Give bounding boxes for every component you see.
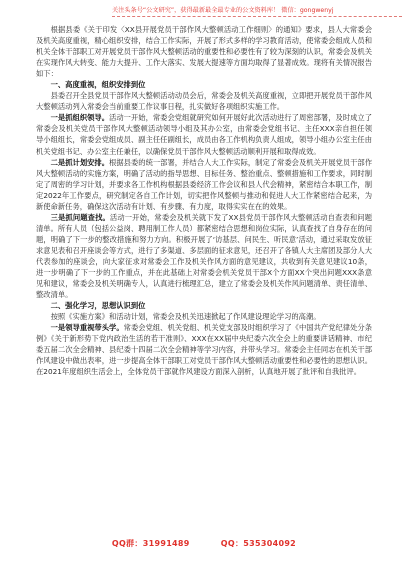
- paragraph: [36, 157, 372, 212]
- intro-paragraph: [36, 24, 372, 79]
- paragraph-text: 根据县委的统一部署，并结合人大工作实际，制定了常委会及机关开展党员干部作风大整顿活动的实施方案，明确了活动的指导思想、目标任务、整治重点、整顿措施和工作要求，同时制定了周密的学习计划，并要求各工作机构根据县委经济工作会议和县人代会精神，紧密结合本职工作，制定2022年工作要点，研究制定各自工作计划，切实把作风整顿与推动和促进人大工作紧密结合起来，为新使命新任务，确保这次活动有计划、有步骤、有力度，取得实实在在的效果。: [36, 157, 373, 211]
- paragraph: [36, 112, 372, 156]
- paragraph-lead: 三是抓问题查找。: [50, 212, 110, 222]
- section-heading-2: 二、强化学习，思想认识到位: [50, 301, 146, 311]
- paragraph-text: 活动一开始，常委会党组就研究如何开展好此次活动进行了周密部署，及时成立了常委会及机关党员干部作风大整顿活动领导小组及其办公室，由常委会党组书记、主任XXX亲自担任领导小组组长，常委会党组成员、副主任任副组长，成员由各工作机构负责人组成，领导小组办公室主任由机关党组书记、办公室主任兼任，以确保党员干部作风大整顿活动顺利开展和取得成效。: [36, 113, 373, 156]
- paragraph: [36, 311, 372, 322]
- paragraph-lead: 一是领导重视带头学。: [50, 323, 124, 333]
- paragraph-lead: 一是抓组织领导。: [50, 113, 110, 123]
- paragraph-text: 按照《实施方案》和活动计划，常委会及机关迅速掀起了作风建设理论学习的高潮。: [50, 312, 321, 322]
- document-body: [36, 24, 372, 378]
- paragraph-text: 活动一开始，常委会及机关就下发了XX县党员干部作风大整顿活动自查表和问题清单。所有人员（包括公益岗、聘用制工作人员）都紧密结合思想和岗位实际，认真查找了自身存在的问题，明确了下一步的整改措施和努力方向。积极开展了‘访基层、问民生、听民意’活动，通过采取发放征求意见表和召开座谈会等方式，进行了多渠道、多层面的征求意见，还召开了各镇人大主席团及部分人大代表参加的座谈会，向大家征求对常委会工作及机关作风方面的意见建议，共收到有关意见建议10条，进一步明确了下一步的工作重点，并在此基础上对常委会机关党员干部X个方面XX个突出问题XXX条意见和建议，常委会及机关明确专人，认真进行梳理汇总，建立了常委会及机关作风问题清单、责任清单、整改清单。: [36, 212, 373, 300]
- paragraph-text: 县委召开全县党员干部作风大整顿活动动员会后，常委会及机关高度重视，立即把开展党员干部作风大整顿活动列入常委会当前重要工作议事日程，扎实做好各项组织实施工作。: [36, 91, 372, 112]
- footer-contact: [0, 538, 408, 549]
- header-banner: 关注头条号“公文研究”，获得最新最全最专业的公文资料库！ 微信：gongwenyj: [112, 6, 402, 17]
- section-heading-1: 一、高度重视，组织安排到位: [50, 80, 146, 90]
- qq-group-label: QQ群：31991489: [111, 539, 190, 548]
- paragraph-text: 常委会党组、机关党组、机关党支部及时组织学习了《中国共产党纪律处分条例》《关于新形势下党内政治生活的若干准则》、XXX在XX届中央纪委六次全会上的重要讲话精神、市纪委五届二次全会精神、县纪委十四届二次全会精神等学习内容，并带头学习。常委会主任同志在机关干部作风建设中做出表率，进一步提高全体干部职工对党员干部作风大整顿活动重要性和必要性的思想认识。在2021年度组织生活会上，全体党员干部就作风建设方面深入剖析，认真地开展了批评和自我批评。: [36, 323, 373, 377]
- paragraph: [36, 212, 372, 300]
- qq-number-label: QQ：535304092: [220, 539, 297, 548]
- paragraph-text: 根据县委《关于印发〈XX县开展党员干部作风大整顿活动工作细则〉的通知》要求，县人大常委会及机关高度重视，精心组织安排，结合工作实际，开展了形式多样的学习教育活动，使常委会组成人员和机关全体干部职工对开展党员干部作风大整顿活动的重要性和必要性有了较为深刻的认识，常委会及机关在实现作风大转变、能力大提升、工作大落实、发展大提速等方面均取得了显著成效。现将有关情况报告如下：: [36, 25, 372, 79]
- paragraph-lead: 二是抓计划安排。: [50, 157, 110, 167]
- paragraph: [36, 322, 372, 377]
- paragraph: [36, 90, 372, 112]
